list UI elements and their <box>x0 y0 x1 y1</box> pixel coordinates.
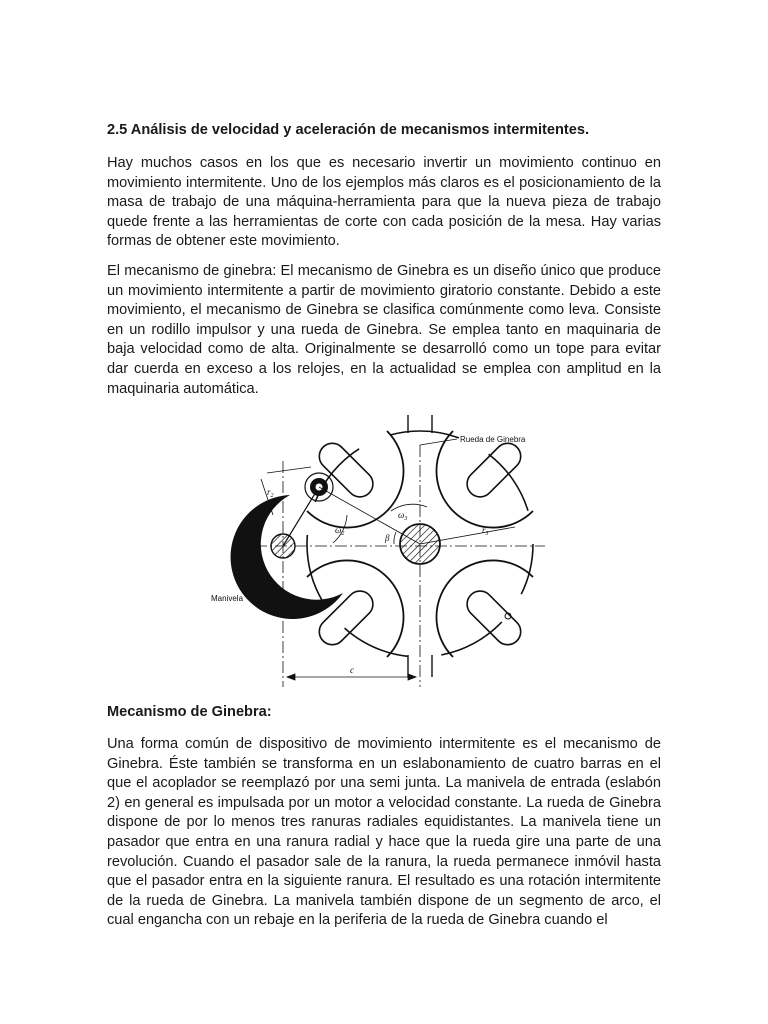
beta-symbol: β <box>385 533 390 543</box>
main-paragraph: Una forma común de dispositivo de movimiento intermitente es el mecanismo de Ginebra. Éste también se transforma en un eslabonamiento de cuatro barras en el que el acoplador se reemplazó por una semi junta. La manivela de entrada (eslabón 2) en general es impulsada por un motor a velocidad constante. La rueda de Ginebra dispone de por lo menos tres ranuras radiales equidistantes. La manivela tiene un pasador que entra en una ranura radial y hace que la rueda gire una parte de una revolución. Cuando el pasador sale de la ranura, la rueda permanece inmóvil hasta que el pasador entra en la siguiente ranura. El resultado es una rotación intermitente de la rueda de Ginebra. La manivela también dispone de un segmento de arco, el cual engancha con un rebaje en la periferia de la rueda de Ginebra cuando el <box>107 736 661 929</box>
omega2-symbol: $\omega_2$ <box>335 525 345 537</box>
section-title: 2.5 Análisis de velocidad y aceleración de mecanismos intermitentes. <box>107 122 590 138</box>
r3-symbol: $r_3$ <box>482 525 489 537</box>
wheel-label: Rueda de Ginebra <box>460 435 526 444</box>
geneva-diagram <box>195 415 555 687</box>
intro-paragraph: Hay muchos casos en los que es necesario invertir un movimiento continuo en movimiento intermitente. Uno de los ejemplos más claros es el posicionamiento de la masa de trabajo de una máquina-herramienta para que la nueva pieza de trabajo quede frente a las herramientas de corte con cada posición de la mesa. Hay varias formas de obtener este movimiento. <box>107 155 661 250</box>
geneva-mechanism-figure <box>195 415 555 687</box>
crank-label: Manivela <box>211 594 244 603</box>
c-dimension-symbol: c <box>350 665 354 675</box>
geneva-paragraph: El mecanismo de ginebra: El mecanismo de Ginebra es un diseño único que produce un movimiento intermitente a partir de movimiento giratorio constante. Debido a este movimiento, el mecanismo de Ginebra se clasifica comúnmente como leva. Consiste en un rodillo impulsor y una rueda de Ginebra. Se emplea tanto en maquinaria de baja velocidad como de alta. Originalmente se desarrolló como un tope para evitar dar cuerda en exceso a los relojes, en la actualidad se emplea con amplitud en la maquinaria automática. <box>107 263 661 397</box>
r2-symbol: $r_2$ <box>267 487 274 499</box>
omega3-symbol: $\omega_3$ <box>398 510 408 522</box>
subsection-title: Mecanismo de Ginebra: <box>107 704 272 720</box>
